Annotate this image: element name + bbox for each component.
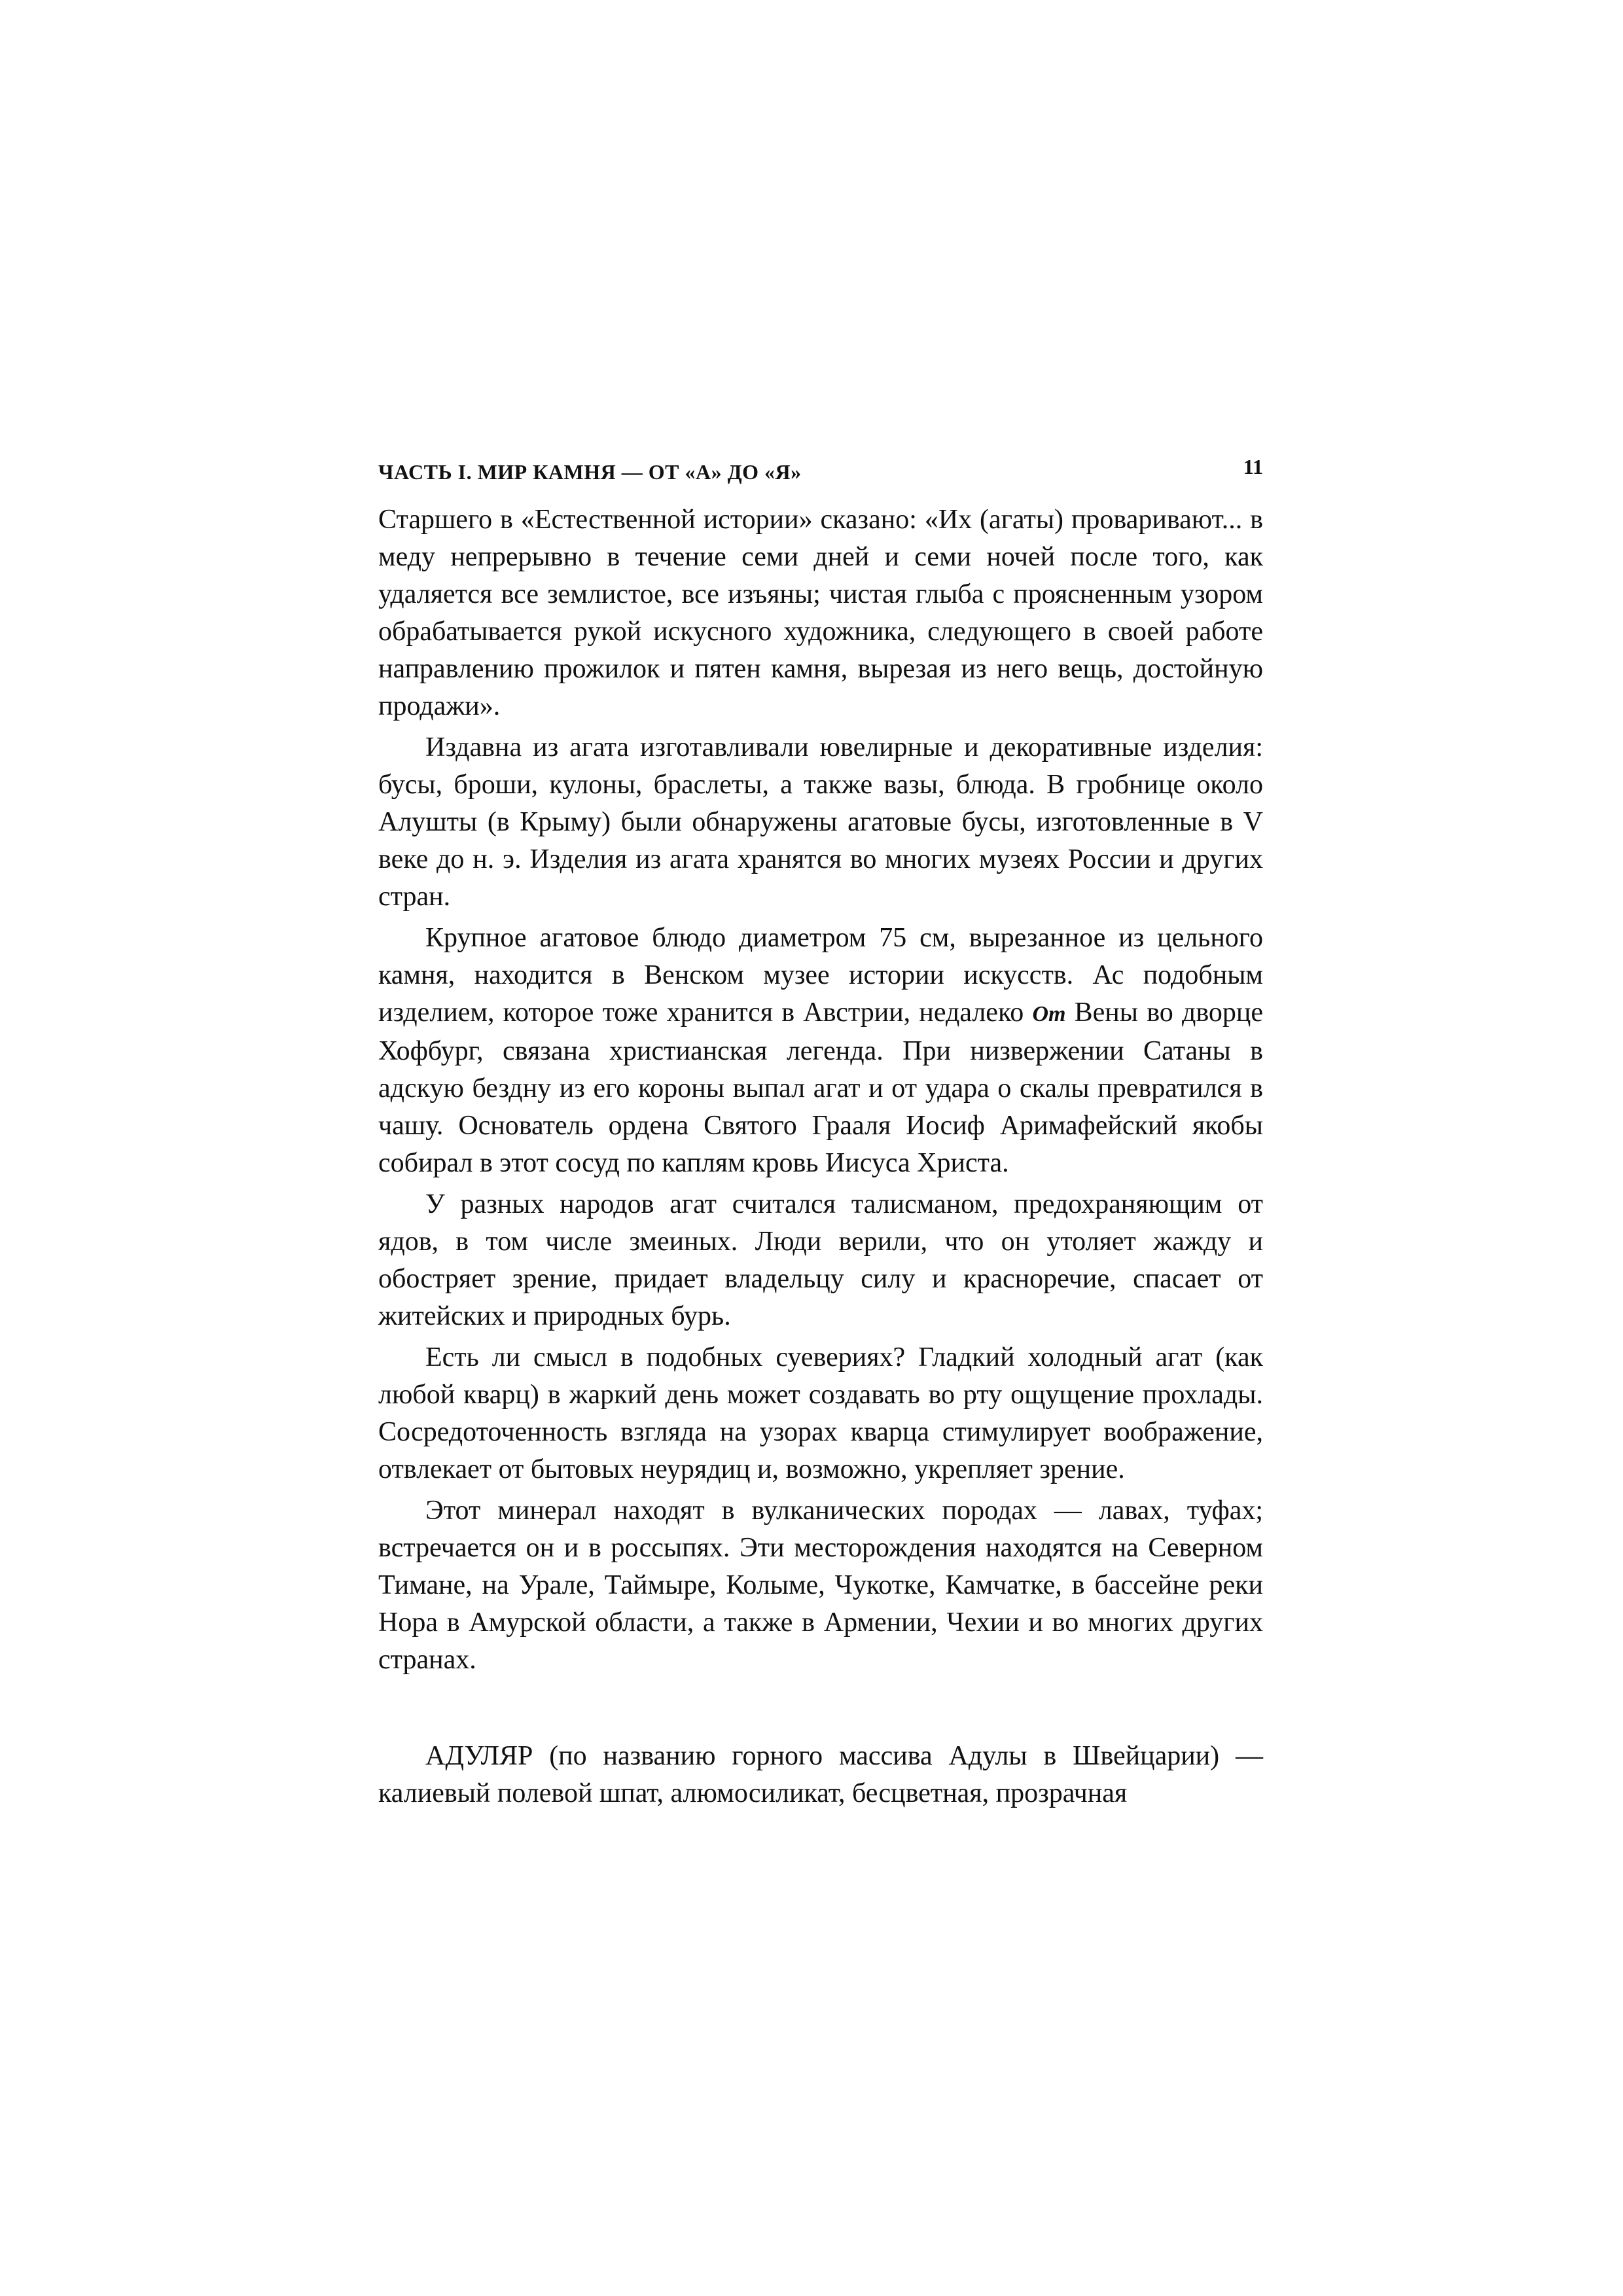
page-number: 11: [1243, 455, 1263, 478]
running-title: ЧАСТЬ I. МИР КАМНЯ — ОТ «А» ДО «Я»: [378, 460, 802, 484]
running-header: [378, 455, 1263, 488]
paragraph-3-emphasis: От: [1032, 1002, 1066, 1026]
paragraph-3-part-2: Вены во дворце Хофбург, связана христианская легенда. При низвержении Сатаны в адскую бездну из его короны выпал агат и от удара о скалы превратился в чашу. Основатель ордена Святого Грааля Иосиф Аримафейский якобы собирал в этот сосуд по каплям кровь Иисуса Христа.: [378, 997, 1264, 1178]
page-body: [378, 501, 1263, 1812]
paragraph-5: Есть ли смысл в подобных суевериях? Гладкий холодный агат (как любой кварц) в жаркий день может создавать во рту ощущение прохлады. Сосредоточенность взгляда на узорах кварца стимулирует воображение, отвлекает от бытовых неурядиц и, возможно, укрепляет зрение.: [378, 1342, 1263, 1484]
paragraph-7-entry-adular: АДУЛЯР (по названию горного массива Адулы в Швейцарии) — калиевый полевой шпат, алюмосиликат, бесцветная, прозрачная: [378, 1741, 1263, 1808]
paragraph-3: [378, 920, 1263, 1182]
paragraph-2: Издавна из агата изготавливали ювелирные и декоративные изделия: бусы, броши, кулоны, браслеты, а также вазы, блюда. В гробнице около Алушты (в Крыму) были обнаружены агатовые бусы, изготовленные в V веке до н. э. Изделия из агата хранятся во многих музеях России и других стран.: [378, 732, 1263, 912]
paragraph-6: Этот минерал находят в вулканических породах — лавах, туфах; встречается он и в россыпях. Эти месторождения находятся на Северном Тимане, на Урале, Таймыре, Колыме, Чукотке, Камчатке, в бассейне реки Нора в Амурской области, а также в Армении, Чехии и во многих других странах.: [378, 1496, 1263, 1675]
paragraph-1: Старшего в «Естественной истории» сказано: «Их (агаты) проваривают... в меду непрерывно в течение семи дней и семи ночей после того, как удаляется все землистое, все изъяны; чистая глыба с проясненным узором обрабатывается рукой искусного художника, следующего в своей работе направлению прожилок и пятен камня, вырезая из него вещь, достойную продажи».: [378, 505, 1263, 721]
paragraph-4: У разных народов агат считался талисманом, предохраняющим от ядов, в том числе змеиных. Люди верили, что он утоляет жажду и обостряет зрение, придает владельцу силу и красноречие, спасает от житейских и природных бурь.: [378, 1189, 1263, 1331]
paragraph-3-part-1: Крупное агатовое блюдо диаметром 75 см, вырезанное из цельного камня, находится в Венском музее истории искусств. Ас подобным изделием, которое тоже хранится в Австрии, недалеко: [378, 923, 1263, 1028]
